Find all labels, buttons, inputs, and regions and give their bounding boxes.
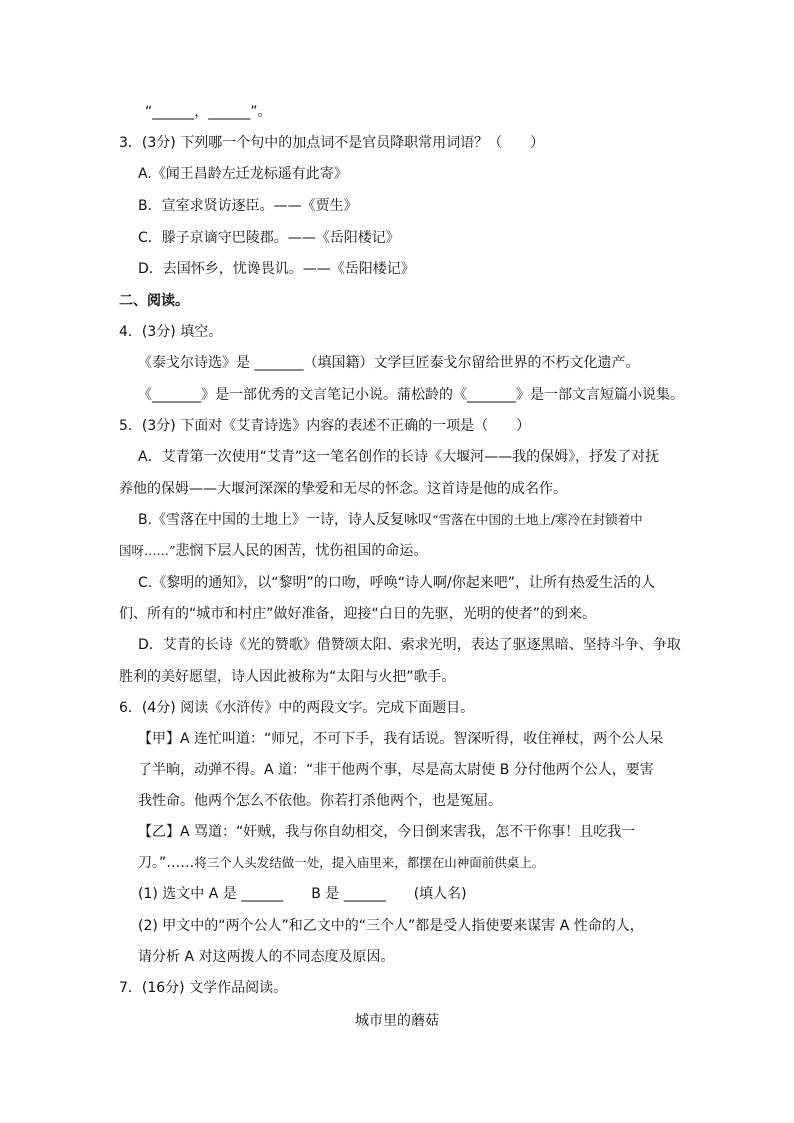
question-6-stem: 6．(4分) 阅读《水浒传》中的两段文字。完成下面题目。 bbox=[119, 700, 475, 716]
question-6-sub-1: (1) 选文中 A 是 ______ B 是 ______ (填人名) bbox=[138, 886, 467, 902]
question-5-option-b-line-1 bbox=[138, 510, 643, 530]
question-5-option-d-line-2: 胜利的美好愿望，诗人因此被称为“太阳与火把”歌手。 bbox=[119, 669, 456, 685]
passage-yi-line-1: 【乙】A 骂道：“奸贼，我与你自幼相交，今日倒来害我，怎不干你事！且吃我一 bbox=[138, 824, 636, 840]
question-5-option-a-line-2: 养他的保姆——大堰河深深的挚爱和无尽的怀念。这首诗是他的成名作。 bbox=[119, 481, 567, 497]
passage-jia-line-3: 我性命。他两个怎么不依他。你若打杀他两个，也是冤屈。 bbox=[138, 793, 502, 809]
q2-blanks-line: “______，______”。 bbox=[145, 104, 272, 120]
question-5-stem: 5．(3分) 下面对《艾青诗选》内容的表述不正确的一项是（ ） bbox=[119, 418, 531, 434]
question-5-option-c-line-1: C.《黎明的通知》，以“黎明”的口吻，呼唤“诗人啊/你起来吧”，让所有热爱生活的人 bbox=[138, 575, 655, 591]
passage-title: 城市里的蘑菇 bbox=[355, 1013, 439, 1029]
question-4-stem: 4．(3分) 填空。 bbox=[119, 324, 223, 340]
question-3-option-d: D．去国怀乡，忧谗畏讥。——《岳阳楼记》 bbox=[138, 261, 415, 277]
passage-jia-line-1: 【甲】A 连忙叫道：“师兄，不可下手，我有话说。智深听得，收住禅杖，两个公人呆 bbox=[138, 731, 664, 747]
question-6-sub-2-line-1: (2) 甲文中的“两个公人”和乙文中的“三个人”都是受人指使要来谋害 A 性命的人， bbox=[138, 918, 644, 934]
passage-yi-small-text: 将三个人头发结做一处，提入庙里来，都摆在山神面前供桌上。 bbox=[194, 855, 545, 870]
question-3-stem: 3．(3分) 下列哪一个句中的加点词不是官员降职常用词语？（ ） bbox=[119, 135, 545, 151]
question-4-line-2: 《_______》是一部优秀的文言笔记小说。蒲松龄的《_______》是一部文言短篇小说集。 bbox=[138, 387, 684, 403]
option-b-text-end: 悲悯下层人民的困苦，忧伤祖国的命运。 bbox=[175, 543, 428, 559]
question-5-option-a-line-1: A．艾青第一次使用“艾青”这一笔名创作的长诗《大堰河——我的保姆》，抒发了对抚 bbox=[138, 449, 660, 465]
question-3-option-b: B．宣室求贤访逐臣。——《贾生》 bbox=[138, 198, 358, 214]
question-7-stem: 7．(16分) 文学作品阅读。 bbox=[119, 980, 288, 996]
option-b-quote-end: 国呀……” bbox=[119, 543, 176, 558]
section-heading-reading: 二、阅读。 bbox=[119, 293, 189, 309]
question-4-line-1: 《泰戈尔诗选》是 _______（填国籍）文学巨匠泰戈尔留给世界的不朽文化遗产。 bbox=[138, 355, 640, 371]
question-3-option-c: C．滕子京谪守巴陵郡。——《岳阳楼记》 bbox=[138, 230, 400, 246]
passage-jia-line-2: 了半晌，动弹不得。A 道：“非干他两个事，尽是高太尉使 B 分付他两个公人，要害 bbox=[138, 762, 654, 778]
question-6-sub-2-line-2: 请分析 A 对这两拨人的不同态度及原因。 bbox=[138, 949, 395, 965]
option-b-text: B.《雪落在中国的土地上》一诗，诗人反复咏叹 bbox=[138, 512, 433, 528]
question-3-option-a: A.《闻王昌龄左迁龙标遥有此寄》 bbox=[138, 166, 348, 182]
passage-yi-line-2 bbox=[138, 853, 544, 873]
option-b-quote: “雪落在中国的土地上/寒冷在封锁着中 bbox=[432, 512, 643, 527]
question-5-option-b-line-2 bbox=[119, 541, 427, 561]
passage-yi-text: 刀。”…… bbox=[138, 855, 195, 871]
question-5-option-c-line-2: 们、所有的“城市和村庄”做好准备，迎接“白日的先驱，光明的使者”的到来。 bbox=[119, 606, 597, 622]
question-5-option-d-line-1: D．艾青的长诗《光的赞歌》借赞颂太阳、索求光明，表达了驱逐黑暗、坚持斗争、争取 bbox=[138, 637, 681, 653]
